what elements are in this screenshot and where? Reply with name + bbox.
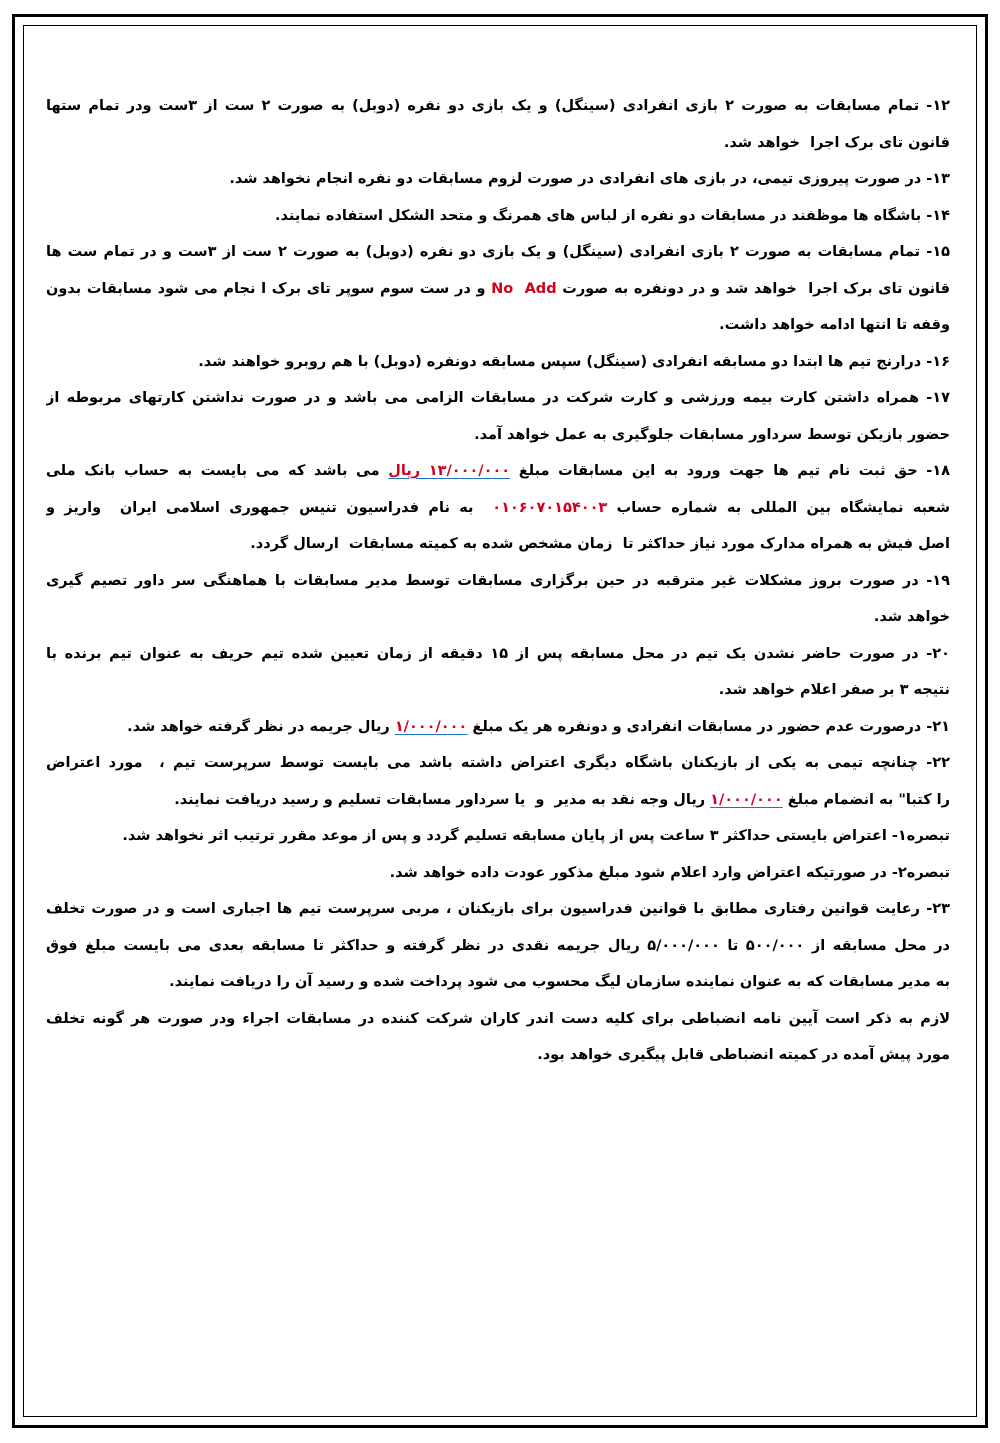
text-segment: تبصره۱- اعتراض بایستی حداکثر ۳ ساعت پس از پایان مسابقه تسلیم گردد و پس از موعد مقرر ترتیب اثر نخواهد شد. xyxy=(122,828,950,844)
paragraph-closing xyxy=(46,1001,950,1074)
text-line xyxy=(46,125,950,162)
highlighted-value: ۱۳/۰۰۰/۰۰۰ ریال xyxy=(388,463,511,479)
text-line xyxy=(46,855,950,892)
text-segment: ۱۵- تمام مسابقات به صورت ۲ بازی انفرادی (سینگل) و یک بازی دو نفره (دوبل) به صورت ۲ ست از ۳ست و در تمام ست ها xyxy=(46,244,950,260)
text-segment: ۱۷- همراه داشتن کارت بیمه ورزشی و کارت شرکت در مسابقات الزامی می باشد و در صورت نداشتن کارتهای مربوطه از xyxy=(46,390,950,406)
text-line xyxy=(46,307,950,344)
text-line xyxy=(46,271,950,308)
text-line xyxy=(46,1001,950,1038)
text-segment: در محل مسابقه از ۵۰۰/۰۰۰ تا ۵/۰۰۰/۰۰۰ ریال جریمه نقدی در نظر گرفته و حداکثر تا مسابقه بعدی می بایست مبلغ فوق xyxy=(46,937,950,954)
text-segment: وقفه تا انتها ادامه خواهد داشت. xyxy=(719,317,950,333)
paragraph-p20 xyxy=(46,636,950,709)
paragraph-p15 xyxy=(46,234,950,344)
paragraph-p17 xyxy=(46,380,950,453)
highlighted-value: ۰۱۰۶۰۷۰۱۵۴۰۰۳ xyxy=(492,499,608,516)
text-segment: ۲۰- در صورت حاضر نشدن یک تیم در محل مسابقه پس از ۱۵ دقیقه از زمان تعیین شده تیم حریف به عنوان تیم برنده با xyxy=(46,645,950,662)
text-line xyxy=(46,344,950,381)
text-segment: مورد پیش آمده در کمیته انضباطی قابل پیگیری خواهد بود. xyxy=(537,1047,950,1063)
text-segment: به مدیر مسابقات که به عنوان نماینده سازمان لیگ محسوب می شود پرداخت شده و رسید آن را دریافت نمایند. xyxy=(169,974,950,990)
paragraph-p16 xyxy=(46,344,950,381)
text-segment: نتیجه ۳ بر صفر اعلام خواهد شد. xyxy=(718,682,950,698)
text-line xyxy=(46,161,950,198)
text-segment: ۲۳- رعایت قوانین رفتاری مطابق با قوانین فدراسیون برای بازیکنان ، مربی سرپرست تیم ها اجباری است و در صورت تخلف xyxy=(46,901,950,917)
text-segment: لازم به ذکر است آیین نامه انضباطی برای کلیه دست اندر کاران شرکت کننده در مسابقات اجراء ودر صورت هر گونه تخلف xyxy=(46,1010,950,1027)
text-segment: و در ست سوم سوپر تای برک ا نجام می شود مسابقات بدون xyxy=(46,280,492,297)
text-segment: شعبه نمایشگاه بین المللی به شماره حساب xyxy=(607,499,950,516)
text-segment: تبصره۲- در صورتیکه اعتراض وارد اعلام شود مبلغ مذکور عودت داده خواهد شد. xyxy=(389,864,950,881)
text-segment: ۱۶- درارنج تیم ها ابتدا دو مسابقه انفرادی (سینگل) سپس مسابقه دونفره (دوبل) با هم روبرو خواهند شد. xyxy=(198,353,950,370)
paragraph-p18 xyxy=(46,453,950,563)
paragraph-p12 xyxy=(46,88,950,161)
text-line xyxy=(46,636,950,673)
text-segment: می باشد که می بایست به حساب بانک ملی xyxy=(46,463,389,479)
text-line xyxy=(46,453,950,490)
text-line xyxy=(46,818,950,855)
text-segment: به نام فدراسیون تنیس جمهوری اسلامی ایران واریز و xyxy=(46,499,493,516)
paragraph-n1 xyxy=(46,818,950,855)
text-line xyxy=(46,782,950,819)
text-line xyxy=(46,417,950,454)
paragraph-p23 xyxy=(46,891,950,1001)
paragraph-p19 xyxy=(46,563,950,636)
text-line xyxy=(46,599,950,636)
text-line xyxy=(46,1037,950,1074)
text-line xyxy=(46,526,950,563)
text-segment: ۱۳- در صورت پیروزی تیمی، در بازی های انفرادی در صورت لزوم مسابقات دو نفره انجام نخواهد شد. xyxy=(229,171,950,187)
text-line xyxy=(46,490,950,527)
text-segment: حضور بازیکن توسط سرداور مسابقات جلوگیری به عمل خواهد آمد. xyxy=(474,426,950,443)
paragraph-p21 xyxy=(46,709,950,746)
text-line xyxy=(46,928,950,965)
text-segment: ۲۲- چنانچه تیمی به یکی از بازیکنان باشگاه دیگری اعتراض داشته باشد می بایست توسط سرپرست تیم ، مورد اعتراض xyxy=(46,755,950,771)
highlighted-value: ۱/۰۰۰/۰۰۰ xyxy=(710,791,783,808)
text-segment: ۱۲- تمام مسابقات به صورت ۲ بازی انفرادی (سینگل) و یک بازی دو نفره (دوبل) به صورت ۲ ست از ۳ست ودر تمام ستها xyxy=(46,98,950,114)
regulations-text xyxy=(46,88,950,1074)
text-line xyxy=(46,745,950,782)
text-line xyxy=(46,672,950,709)
highlighted-value: ۱/۰۰۰/۰۰۰ xyxy=(394,718,468,735)
text-segment: ۱۹- در صورت بروز مشکلات غیر مترقبه در حین برگزاری مسابقات توسط مدیر مسابقات با هماهنگی سر داور تصیم گیری xyxy=(46,572,950,589)
paragraph-p14 xyxy=(46,198,950,235)
text-segment: خواهد شد. xyxy=(873,609,950,625)
text-segment: را کتبا" به انضمام مبلغ xyxy=(782,791,950,808)
text-segment: ریال وجه نقد به مدیر و یا سرداور مسابقات تسلیم و رسید دریافت نمایند. xyxy=(174,791,711,808)
text-segment: قانون تای برک اجرا خواهد شد و در دونفره به صورت xyxy=(556,280,950,297)
text-line xyxy=(46,198,950,235)
paragraph-p13 xyxy=(46,161,950,198)
paragraph-p22 xyxy=(46,745,950,818)
text-segment: ۱۴- باشگاه ها موظفند در مسابقات دو نفره از لباس های همرنگ و متحد الشکل استفاده نمایند. xyxy=(275,207,950,224)
text-line xyxy=(46,88,950,125)
text-line xyxy=(46,964,950,1001)
text-segment: اصل فیش به همراه مدارک مورد نیاز حداکثر تا زمان مشخص شده به کمیته مسابقات ارسال گردد. xyxy=(250,536,950,552)
text-line xyxy=(46,234,950,271)
text-line xyxy=(46,709,950,746)
text-line xyxy=(46,891,950,928)
text-line xyxy=(46,563,950,600)
text-segment: قانون تای برک اجرا خواهد شد. xyxy=(723,134,950,151)
text-line xyxy=(46,380,950,417)
highlighted-value: No Add xyxy=(491,280,557,297)
paragraph-n2 xyxy=(46,855,950,892)
text-segment: ریال جریمه در نظر گرفته خواهد شد. xyxy=(127,718,395,735)
text-segment: ۲۱- درصورت عدم حضور در مسابقات انفرادی و دونفره هر یک مبلغ xyxy=(467,718,950,735)
text-segment: ۱۸- حق ثبت نام تیم ها جهت ورود به این مسابقات مبلغ xyxy=(510,463,950,479)
